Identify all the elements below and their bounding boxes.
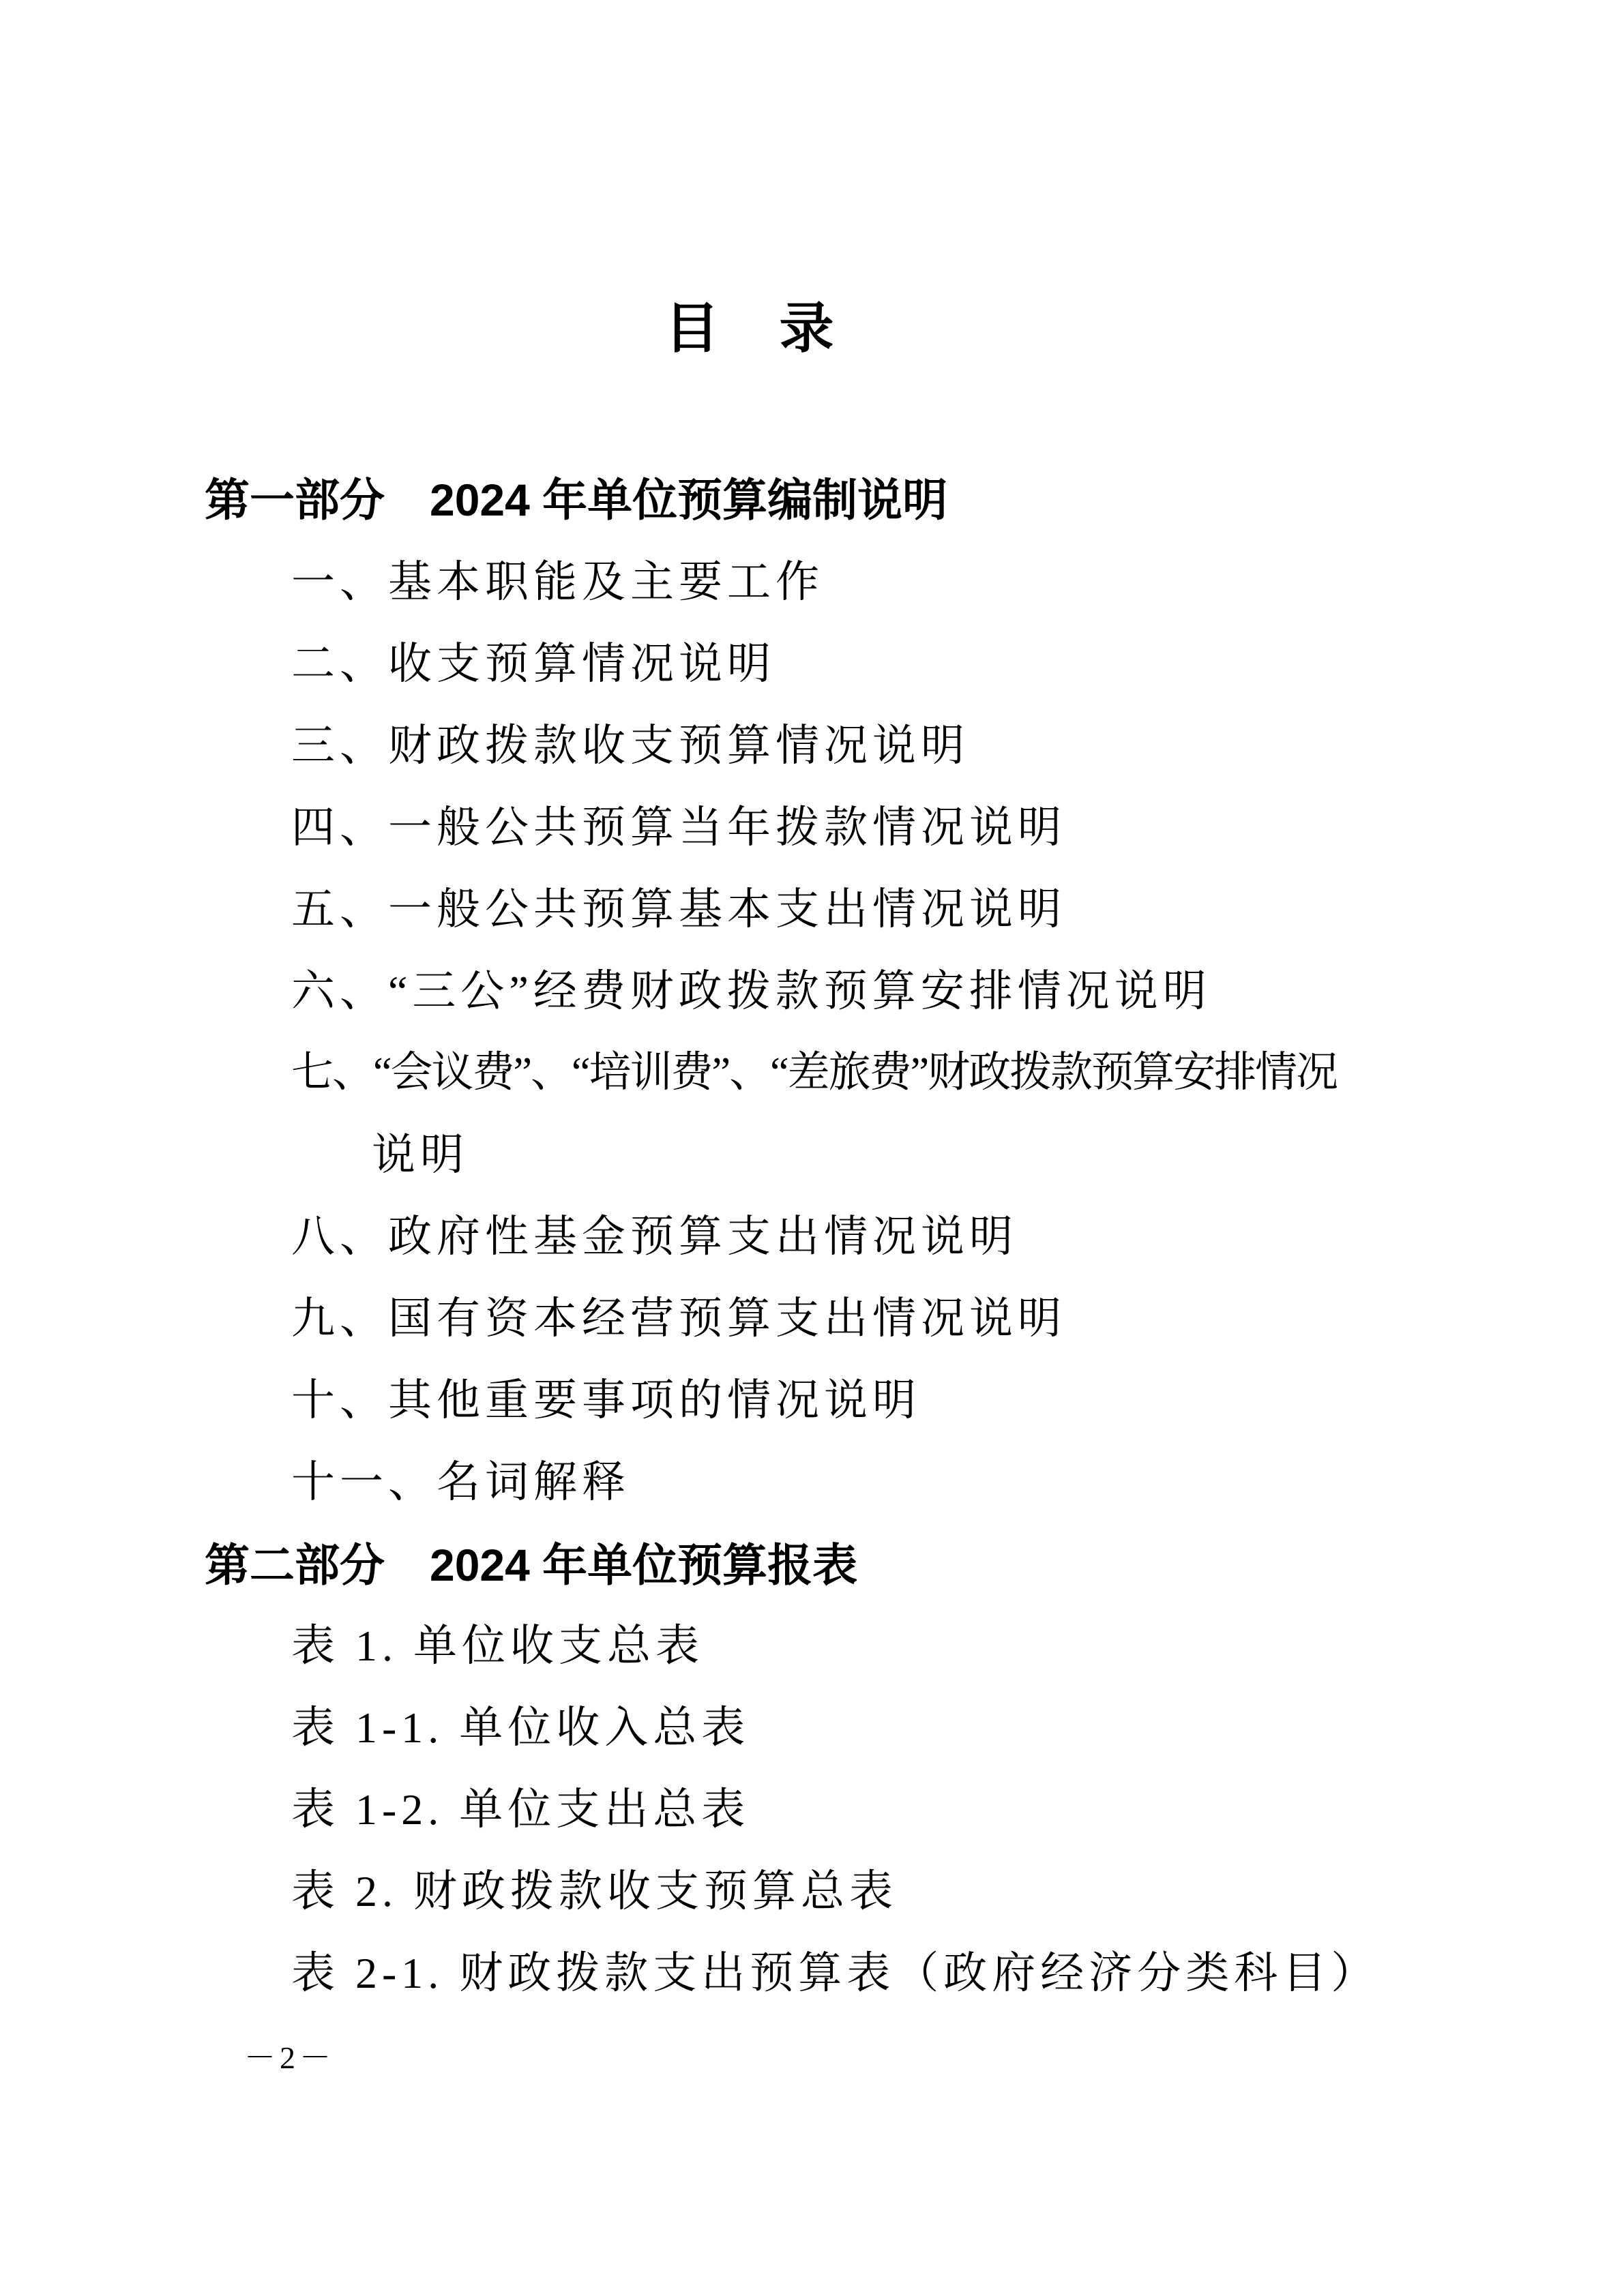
toc-item: 七、“会议费”、“培训费”、“差旅费”财政拨款预算安排情况 (291, 1049, 1338, 1096)
toc-item: 十一、名词解释 (291, 1458, 630, 1506)
toc-item-continuation: 说明 (372, 1131, 469, 1179)
toc-item: 表 1-1. 单位收入总表 (291, 1703, 750, 1752)
toc-item: 九、国有资本经营预算支出情况说明 (291, 1294, 1066, 1343)
page-title (0, 298, 1624, 359)
toc-item: 一、基本职能及主要工作 (291, 558, 824, 606)
toc-item: 表 1. 单位收支总表 (291, 1622, 704, 1670)
toc-item: 八、政府性基金预算支出情况说明 (291, 1212, 1018, 1261)
toc-item: 表 2-1. 财政拨款支出预算表（政府经济分类科目） (291, 1949, 1380, 1997)
toc-item: 六、“三公”经费财政拨款预算安排情况说明 (291, 967, 1211, 1015)
toc-item: 表 1-2. 单位支出总表 (291, 1785, 750, 1834)
toc-item: 表 2. 财政拨款收支预算总表 (291, 1867, 898, 1915)
toc-item: 三、财政拨款收支预算情况说明 (291, 721, 969, 770)
page-title-text: 目 录 (664, 298, 837, 359)
toc-item: 四、一般公共预算当年拨款情况说明 (291, 803, 1066, 852)
section-1-heading: 第一部分 2024 年单位预算编制说明 (205, 475, 948, 525)
toc-item: 二、收支预算情况说明 (291, 640, 776, 688)
page-number: －2－ (244, 2040, 335, 2075)
toc-item: 十、其他重要事项的情况说明 (291, 1376, 921, 1425)
section-2-heading: 第二部分 2024 年单位预算报表 (205, 1540, 858, 1590)
toc-item: 五、一般公共预算基本支出情况说明 (291, 885, 1066, 934)
